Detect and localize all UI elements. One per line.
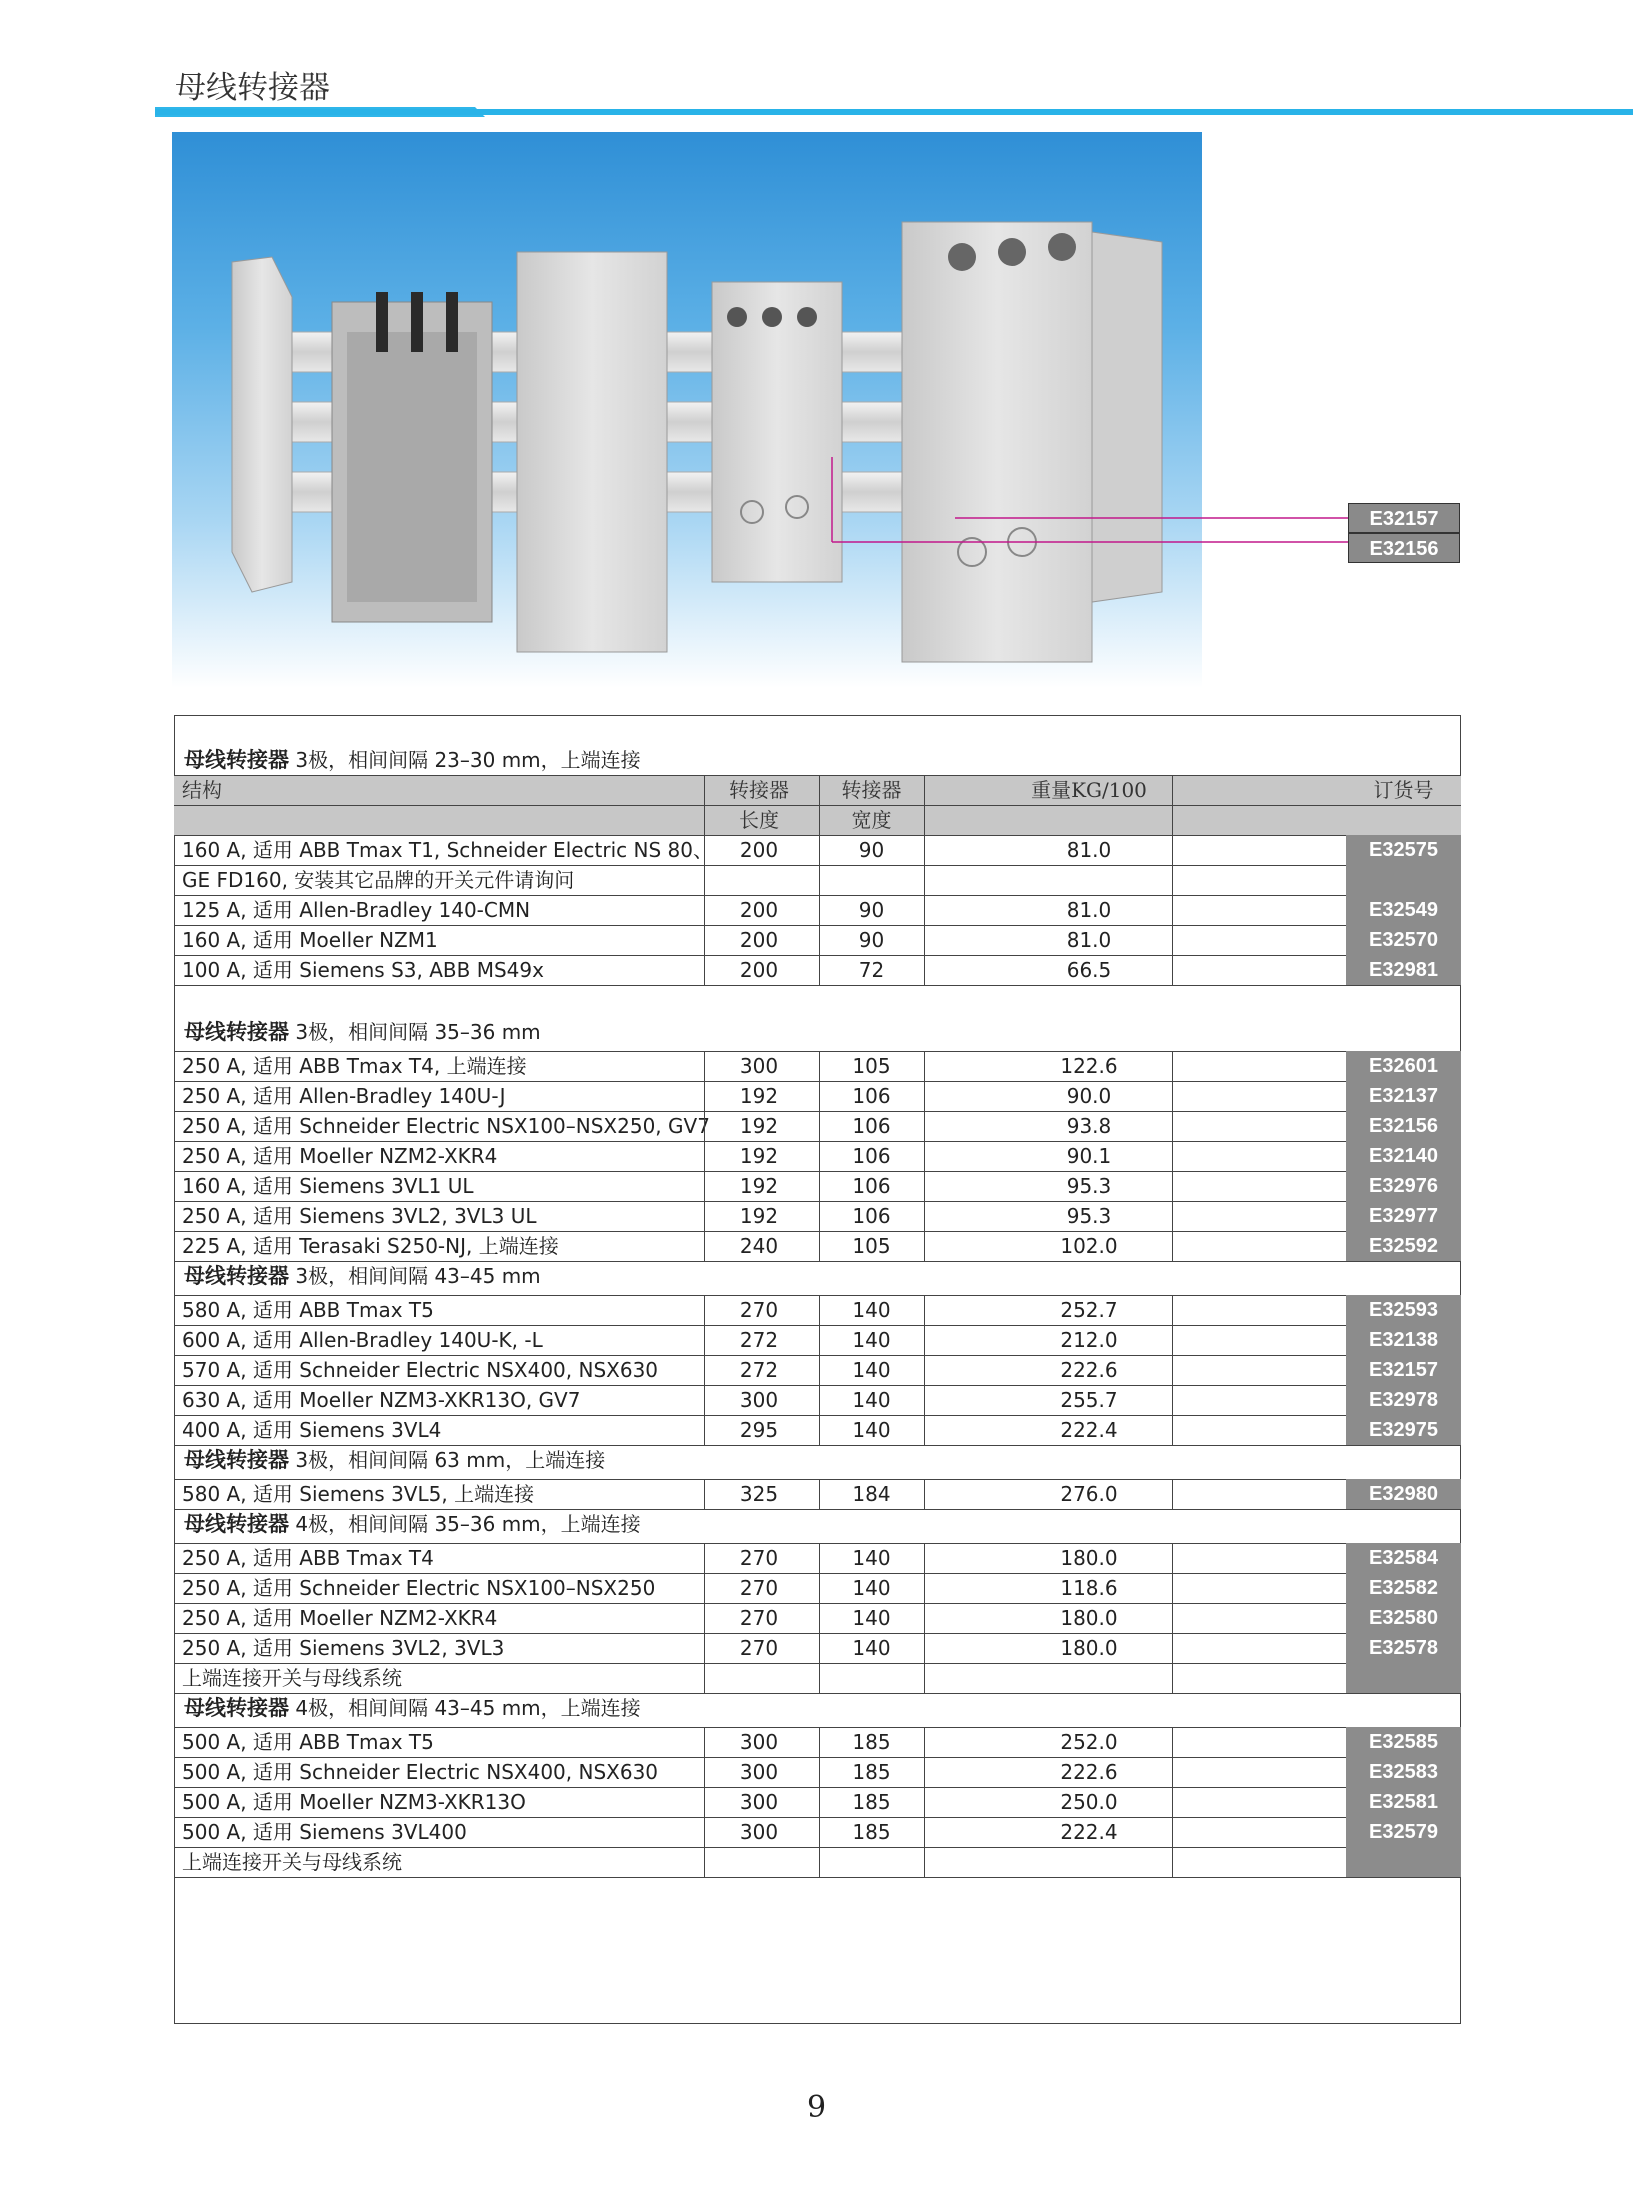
column-divider [924, 1295, 925, 1445]
row-description: 500 A, 适用 ABB Tmax T5 [182, 1730, 434, 1754]
column-divider [819, 1479, 820, 1509]
row-weight: 95.3 [1066, 1174, 1112, 1198]
row-length: 300 [739, 1820, 779, 1844]
row-description: 160 A, 适用 ABB Tmax T1, Schneider Electric NS 80、 [182, 838, 713, 862]
row-weight: 250.0 [1060, 1790, 1118, 1814]
row-length: 240 [739, 1234, 779, 1258]
row-description: 500 A, 适用 Schneider Electric NSX400, NSX630 [182, 1760, 659, 1784]
row-description: 250 A, 适用 Siemens 3VL2, 3VL3 [182, 1636, 505, 1660]
product-photo [172, 132, 1202, 688]
header-length: 转接器 [729, 778, 789, 802]
table-row [174, 1633, 1461, 1663]
row-width: 72 [858, 958, 885, 982]
row-width: 140 [852, 1298, 891, 1322]
row-order-empty [1346, 1847, 1461, 1877]
table-row [174, 835, 1461, 865]
row-length: 300 [739, 1388, 779, 1412]
header-weight: 重量KG/100 [1031, 778, 1147, 802]
table-row [174, 1081, 1461, 1111]
row-description: 上端连接开关与母线系统 [182, 1666, 402, 1690]
title-rule [155, 105, 1633, 119]
row-weight: 255.7 [1060, 1388, 1118, 1412]
table-row [174, 1141, 1461, 1171]
column-divider [924, 1543, 925, 1693]
section-title [184, 1017, 541, 1047]
row-length: 270 [739, 1546, 779, 1570]
section-title [184, 745, 641, 775]
row-order-number: E32978 [1346, 1385, 1461, 1415]
row-width [819, 865, 924, 895]
row-length: 300 [739, 1054, 779, 1078]
row-weight [929, 1663, 1249, 1693]
row-length: 300 [739, 1790, 779, 1814]
table-row [174, 1757, 1461, 1787]
row-order-number: E32581 [1346, 1787, 1461, 1817]
table-row [174, 1295, 1461, 1325]
row-order-number: E32585 [1346, 1727, 1461, 1757]
row-width [819, 1847, 924, 1877]
row-description: 125 A, 适用 Allen-Bradley 140-CMN [182, 898, 531, 922]
row-weight: 90.1 [1066, 1144, 1112, 1168]
row-order-number: E32601 [1346, 1051, 1461, 1081]
column-divider [819, 1543, 820, 1693]
row-weight: 81.0 [1066, 898, 1112, 922]
column-divider [819, 775, 820, 985]
section-title-bold: 母线转接器 [184, 1448, 289, 1472]
row-width: 140 [852, 1636, 891, 1660]
row-weight: 118.6 [1060, 1576, 1118, 1600]
row-order-number: E32570 [1346, 925, 1461, 955]
row-order-number: E32575 [1346, 835, 1461, 865]
row-length: 192 [739, 1174, 779, 1198]
row-width: 105 [852, 1234, 891, 1258]
row-order-number: E32584 [1346, 1543, 1461, 1573]
row-description: 500 A, 适用 Moeller NZM3-XKR13O [182, 1790, 526, 1814]
column-divider [924, 1479, 925, 1509]
row-description: 250 A, 适用 Siemens 3VL2, 3VL3 UL [182, 1204, 537, 1228]
table-row [174, 1231, 1461, 1261]
row-description: 400 A, 适用 Siemens 3VL4 [182, 1418, 442, 1442]
row-width: 185 [852, 1790, 891, 1814]
row-description: 250 A, 适用 Schneider Electric NSX100–NSX250 [182, 1576, 656, 1600]
column-divider [1172, 775, 1173, 985]
section-title-rest: 4极，相间间隔 35–36 mm，上端连接 [289, 1512, 641, 1536]
table-header-row [174, 805, 1461, 835]
row-description: 160 A, 适用 Siemens 3VL1 UL [182, 1174, 474, 1198]
row-description: 100 A, 适用 Siemens S3, ABB MS49x [182, 958, 544, 982]
row-weight: 212.0 [1060, 1328, 1118, 1352]
row-description: GE FD160, 安装其它品牌的开关元件请询问 [182, 868, 575, 892]
row-order-number: E32579 [1346, 1817, 1461, 1847]
row-description: 250 A, 适用 Schneider Electric NSX100–NSX250, GV7 [182, 1114, 710, 1138]
row-order-number: E32583 [1346, 1757, 1461, 1787]
table-row [174, 925, 1461, 955]
row-width: 184 [852, 1482, 891, 1506]
table-header-row [174, 775, 1461, 805]
column-divider [704, 1727, 705, 1877]
row-length: 272 [739, 1328, 779, 1352]
column-divider [819, 1051, 820, 1261]
row-weight: 252.7 [1060, 1298, 1118, 1322]
table-row [174, 1543, 1461, 1573]
column-divider [704, 1543, 705, 1693]
header-width: 转接器 [841, 778, 902, 802]
row-order-number: E32592 [1346, 1231, 1461, 1261]
row-description: 250 A, 适用 ABB Tmax T4, 上端连接 [182, 1054, 527, 1078]
row-divider [174, 775, 1461, 776]
row-length: 295 [739, 1418, 779, 1442]
column-divider [1172, 1051, 1173, 1261]
row-weight [929, 1847, 1249, 1877]
row-length: 272 [739, 1358, 779, 1382]
row-weight: 66.5 [1066, 958, 1112, 982]
row-order-number: E32137 [1346, 1081, 1461, 1111]
section-title-bold: 母线转接器 [184, 1264, 289, 1288]
row-weight [929, 865, 1249, 895]
row-weight: 180.0 [1060, 1606, 1118, 1630]
row-width: 185 [852, 1820, 891, 1844]
row-description: 630 A, 适用 Moeller NZM3-XKR13O, GV7 [182, 1388, 581, 1412]
row-width: 140 [852, 1328, 891, 1352]
header-structure: 结构 [182, 778, 222, 802]
section-title [184, 1509, 641, 1539]
row-width: 106 [852, 1114, 891, 1138]
row-length: 270 [739, 1576, 779, 1600]
table-row [174, 1817, 1461, 1847]
column-divider [924, 775, 925, 985]
row-width: 90 [858, 898, 885, 922]
row-width: 185 [852, 1730, 891, 1754]
row-description: 250 A, 适用 Allen-Bradley 140U-J [182, 1084, 506, 1108]
row-width: 106 [852, 1084, 891, 1108]
row-length: 192 [739, 1144, 779, 1168]
table-row [174, 1847, 1461, 1877]
row-weight: 222.4 [1060, 1820, 1118, 1844]
column-divider [704, 1295, 705, 1445]
row-width: 106 [852, 1174, 891, 1198]
column-divider [704, 775, 705, 985]
row-description: 580 A, 适用 ABB Tmax T5 [182, 1298, 434, 1322]
row-weight: 180.0 [1060, 1636, 1118, 1660]
row-width [819, 1663, 924, 1693]
table-row [174, 1573, 1461, 1603]
section-title-bold: 母线转接器 [184, 1512, 289, 1536]
row-order-number: E32582 [1346, 1573, 1461, 1603]
column-divider [924, 1051, 925, 1261]
row-length: 192 [739, 1084, 779, 1108]
row-length: 200 [739, 838, 779, 862]
table-row [174, 895, 1461, 925]
row-weight: 122.6 [1060, 1054, 1118, 1078]
table-row [174, 1051, 1461, 1081]
row-weight: 90.0 [1066, 1084, 1112, 1108]
table-row [174, 1385, 1461, 1415]
row-length: 192 [739, 1114, 779, 1138]
table-row [174, 1171, 1461, 1201]
row-order-number: E32157 [1346, 1355, 1461, 1385]
table-row [174, 1479, 1461, 1509]
row-length: 200 [739, 898, 779, 922]
row-length: 270 [739, 1636, 779, 1660]
row-description: 570 A, 适用 Schneider Electric NSX400, NSX630 [182, 1358, 659, 1382]
header-width-unit: 宽度 [851, 808, 892, 832]
section-title [184, 1693, 641, 1723]
row-weight: 180.0 [1060, 1546, 1118, 1570]
header-order-no: 订货号 [1373, 778, 1434, 802]
row-length [704, 1847, 814, 1877]
table-row [174, 1663, 1461, 1693]
row-order-number: E32980 [1346, 1479, 1461, 1509]
row-description: 250 A, 适用 Moeller NZM2-XKR4 [182, 1144, 498, 1168]
row-order-number: E32593 [1346, 1295, 1461, 1325]
row-order-number: E32977 [1346, 1201, 1461, 1231]
row-weight: 81.0 [1066, 838, 1112, 862]
row-width: 140 [852, 1418, 891, 1442]
row-order-number: E32549 [1346, 895, 1461, 925]
row-weight: 222.4 [1060, 1418, 1118, 1442]
row-divider [174, 985, 1461, 986]
column-divider [1172, 1727, 1173, 1877]
column-divider [1172, 1543, 1173, 1693]
table-row [174, 1727, 1461, 1757]
row-width: 185 [852, 1760, 891, 1784]
column-divider [924, 1727, 925, 1877]
section-title-bold: 母线转接器 [184, 1020, 289, 1044]
row-width: 105 [852, 1054, 891, 1078]
table-row [174, 1111, 1461, 1141]
row-width: 90 [858, 928, 885, 952]
row-length [704, 865, 814, 895]
section-title-bold: 母线转接器 [184, 1696, 289, 1720]
section-title-rest: 4极，相间间隔 43–45 mm，上端连接 [289, 1696, 641, 1720]
table-row [174, 1201, 1461, 1231]
table-row [174, 1603, 1461, 1633]
row-width: 140 [852, 1388, 891, 1412]
column-divider [1172, 1295, 1173, 1445]
row-weight: 252.0 [1060, 1730, 1118, 1754]
row-weight: 222.6 [1060, 1358, 1118, 1382]
row-description: 600 A, 适用 Allen-Bradley 140U-K, -L [182, 1328, 543, 1352]
row-order-number: E32975 [1346, 1415, 1461, 1445]
section-title-rest: 3极，相间间隔 35–36 mm [289, 1020, 541, 1044]
row-weight: 276.0 [1060, 1482, 1118, 1506]
row-width: 140 [852, 1358, 891, 1382]
row-width: 140 [852, 1576, 891, 1600]
section-title-rest: 3极，相间间隔 43–45 mm [289, 1264, 541, 1288]
row-length: 325 [739, 1482, 779, 1506]
row-description: 250 A, 适用 Moeller NZM2-XKR4 [182, 1606, 498, 1630]
row-length: 192 [739, 1204, 779, 1228]
row-weight: 95.3 [1066, 1204, 1112, 1228]
column-divider [1172, 1479, 1173, 1509]
row-description: 580 A, 适用 Siemens 3VL5, 上端连接 [182, 1482, 535, 1506]
row-length: 200 [739, 958, 779, 982]
column-divider [819, 1295, 820, 1445]
callout-label: E32156 [1348, 533, 1460, 563]
row-width: 140 [852, 1606, 891, 1630]
section-title-bold: 母线转接器 [184, 748, 289, 772]
row-description: 500 A, 适用 Siemens 3VL400 [182, 1820, 467, 1844]
section-title-rest: 3极，相间间隔 23–30 mm，上端连接 [289, 748, 641, 772]
page-number: 9 [806, 2090, 827, 2125]
row-divider [174, 1877, 1461, 1878]
row-order-empty [1346, 1663, 1461, 1693]
section-title-rest: 3极，相间间隔 63 mm，上端连接 [289, 1448, 606, 1472]
row-order-number: E32976 [1346, 1171, 1461, 1201]
row-order-empty [1346, 865, 1461, 895]
row-description: 160 A, 适用 Moeller NZM1 [182, 928, 438, 952]
row-length: 200 [739, 928, 779, 952]
row-description: 225 A, 适用 Terasaki S250-NJ, 上端连接 [182, 1234, 559, 1258]
row-width: 90 [858, 838, 885, 862]
callout-leader-lines [820, 455, 1350, 545]
row-length: 270 [739, 1298, 779, 1322]
row-order-number: E32140 [1346, 1141, 1461, 1171]
column-divider [819, 1727, 820, 1877]
column-divider [704, 1051, 705, 1261]
table-row [174, 955, 1461, 985]
table-row [174, 1325, 1461, 1355]
busbar-adapters-illustration [172, 132, 1202, 688]
table-row [174, 1787, 1461, 1817]
row-description: 上端连接开关与母线系统 [182, 1850, 402, 1874]
row-length [704, 1663, 814, 1693]
section-title [184, 1445, 605, 1475]
row-width: 106 [852, 1144, 891, 1168]
section-title [184, 1261, 541, 1291]
callout-label: E32157 [1348, 503, 1460, 533]
row-weight: 93.8 [1066, 1114, 1112, 1138]
row-order-number: E32578 [1346, 1633, 1461, 1663]
row-order-number: E32981 [1346, 955, 1461, 985]
row-order-number: E32138 [1346, 1325, 1461, 1355]
row-length: 300 [739, 1760, 779, 1784]
row-weight: 222.6 [1060, 1760, 1118, 1784]
row-width: 140 [852, 1546, 891, 1570]
header-length-unit: 长度 [739, 808, 779, 832]
row-description: 250 A, 适用 ABB Tmax T4 [182, 1546, 434, 1570]
page-title: 母线转接器 [175, 70, 330, 106]
table-row [174, 1355, 1461, 1385]
row-width: 106 [852, 1204, 891, 1228]
row-order-number: E32156 [1346, 1111, 1461, 1141]
row-weight: 81.0 [1066, 928, 1112, 952]
row-length: 300 [739, 1730, 779, 1754]
row-order-number: E32580 [1346, 1603, 1461, 1633]
row-length: 270 [739, 1606, 779, 1630]
column-divider [704, 1479, 705, 1509]
row-weight: 102.0 [1060, 1234, 1118, 1258]
row-divider [174, 805, 1461, 806]
table-row [174, 1415, 1461, 1445]
table-row [174, 865, 1461, 895]
